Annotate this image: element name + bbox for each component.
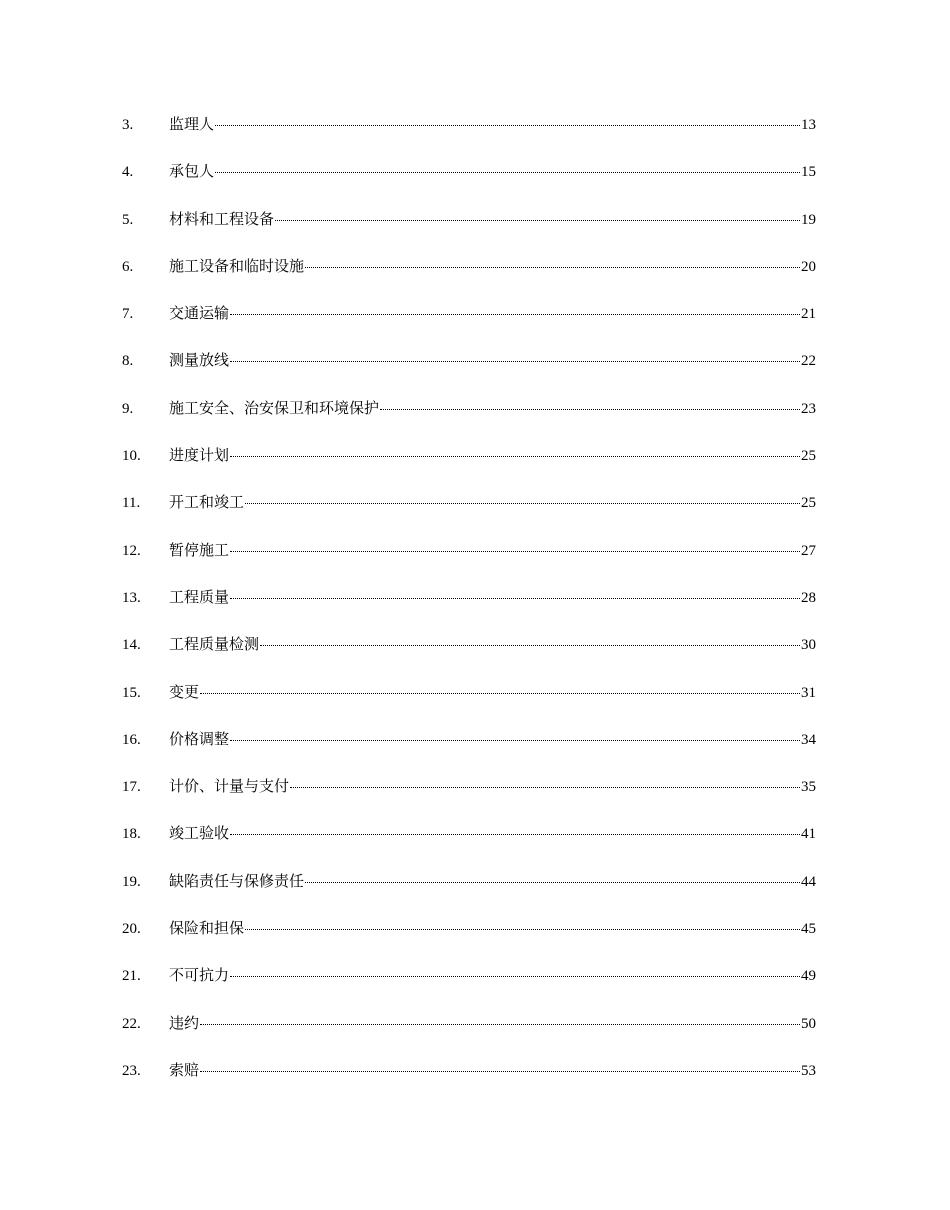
toc-entry-page: 25 <box>801 448 816 465</box>
toc-entry-number: 13. <box>122 589 141 606</box>
toc-entry-title: 价格调整 <box>169 729 230 748</box>
toc-entry-number: 11. <box>122 495 141 512</box>
toc-entry-6[interactable] <box>122 255 816 302</box>
toc-entry-page: 28 <box>801 589 816 606</box>
toc-entry-10[interactable] <box>122 444 816 491</box>
table-of-contents <box>122 113 816 1106</box>
toc-entry-page: 13 <box>801 117 816 133</box>
toc-entry-title: 竣工验收 <box>169 824 230 843</box>
toc-entry-number: 23. <box>122 1062 141 1079</box>
toc-dot-leader <box>230 551 800 552</box>
toc-dot-leader <box>230 598 800 599</box>
toc-entry-number: 12. <box>122 542 141 559</box>
toc-entry-3[interactable] <box>122 113 816 160</box>
toc-entry-page: 41 <box>801 826 816 843</box>
toc-entry-title: 工程质量检测 <box>169 635 260 654</box>
toc-entry-title: 变更 <box>169 682 200 701</box>
toc-entry-title: 工程质量 <box>169 587 230 606</box>
toc-entry-number: 21. <box>122 968 141 985</box>
toc-entry-page: 20 <box>801 258 816 275</box>
toc-entry-number: 15. <box>122 684 141 701</box>
toc-entry-title: 施工安全、治安保卫和环境保护 <box>169 398 380 417</box>
toc-entry-number: 18. <box>122 826 141 843</box>
toc-dot-leader <box>245 929 800 930</box>
toc-entry-title: 承包人 <box>169 162 215 181</box>
toc-entry-22[interactable] <box>122 1012 816 1059</box>
toc-entry-title: 违约 <box>169 1013 200 1032</box>
toc-entry-title: 暂停施工 <box>169 540 230 559</box>
toc-entry-page: 30 <box>801 637 816 654</box>
toc-entry-title: 施工设备和临时设施 <box>169 256 305 275</box>
toc-entry-page: 31 <box>801 684 816 701</box>
toc-entry-title: 缺陷责任与保修责任 <box>169 871 305 890</box>
toc-dot-leader <box>245 503 800 504</box>
toc-entry-title: 材料和工程设备 <box>169 209 275 228</box>
toc-entry-page: 21 <box>801 306 816 323</box>
toc-dot-leader <box>380 409 800 410</box>
toc-entry-page: 50 <box>801 1015 816 1032</box>
toc-dot-leader <box>305 267 800 268</box>
toc-dot-leader <box>200 693 800 694</box>
toc-entry-page: 49 <box>801 968 816 985</box>
toc-entry-13[interactable] <box>122 586 816 633</box>
toc-dot-leader <box>230 834 800 835</box>
toc-dot-leader <box>215 172 800 173</box>
toc-dot-leader <box>230 314 800 315</box>
toc-entry-number: 16. <box>122 731 141 748</box>
toc-dot-leader <box>275 220 800 221</box>
toc-entry-17[interactable] <box>122 775 816 822</box>
toc-dot-leader <box>215 125 800 126</box>
toc-entry-title: 保险和担保 <box>169 919 245 938</box>
toc-entry-12[interactable] <box>122 539 816 586</box>
toc-entry-title: 计价、计量与支付 <box>169 777 290 796</box>
toc-entry-page: 19 <box>801 211 816 228</box>
toc-dot-leader <box>230 456 800 457</box>
toc-entry-title: 监理人 <box>169 115 215 133</box>
toc-entry-14[interactable] <box>122 633 816 680</box>
toc-entry-number: 3. <box>122 117 134 133</box>
toc-entry-23[interactable] <box>122 1059 816 1106</box>
toc-entry-number: 7. <box>122 306 134 323</box>
toc-dot-leader <box>260 645 800 646</box>
toc-entry-page: 35 <box>801 779 816 796</box>
toc-entry-number: 20. <box>122 921 141 938</box>
toc-entry-number: 6. <box>122 258 134 275</box>
toc-entry-number: 22. <box>122 1015 141 1032</box>
toc-entry-number: 10. <box>122 448 141 465</box>
toc-entry-number: 5. <box>122 211 134 228</box>
toc-dot-leader <box>230 740 800 741</box>
toc-dot-leader <box>305 882 800 883</box>
toc-dot-leader <box>290 787 800 788</box>
toc-entry-page: 53 <box>801 1062 816 1079</box>
toc-entry-title: 测量放线 <box>169 351 230 370</box>
toc-entry-number: 9. <box>122 400 134 417</box>
toc-dot-leader <box>230 976 800 977</box>
toc-entry-page: 34 <box>801 731 816 748</box>
toc-entry-title: 交通运输 <box>169 304 230 323</box>
toc-dot-leader <box>230 361 800 362</box>
toc-entry-9[interactable] <box>122 397 816 444</box>
toc-entry-number: 14. <box>122 637 141 654</box>
toc-entry-5[interactable] <box>122 208 816 255</box>
toc-entry-title: 开工和竣工 <box>169 493 245 512</box>
toc-entry-page: 44 <box>801 873 816 890</box>
toc-dot-leader <box>200 1024 800 1025</box>
toc-entry-page: 25 <box>801 495 816 512</box>
toc-dot-leader <box>200 1071 800 1072</box>
toc-entry-18[interactable] <box>122 822 816 869</box>
toc-entry-title: 进度计划 <box>169 446 230 465</box>
toc-entry-19[interactable] <box>122 870 816 917</box>
toc-entry-20[interactable] <box>122 917 816 964</box>
toc-entry-11[interactable] <box>122 491 816 538</box>
toc-entry-8[interactable] <box>122 349 816 396</box>
toc-entry-page: 27 <box>801 542 816 559</box>
toc-entry-page: 45 <box>801 921 816 938</box>
toc-entry-7[interactable] <box>122 302 816 349</box>
toc-entry-number: 19. <box>122 873 141 890</box>
toc-entry-4[interactable] <box>122 160 816 207</box>
toc-entry-title: 索赔 <box>169 1060 200 1079</box>
toc-entry-number: 8. <box>122 353 134 370</box>
toc-entry-21[interactable] <box>122 964 816 1011</box>
toc-entry-16[interactable] <box>122 728 816 775</box>
toc-entry-number: 17. <box>122 779 141 796</box>
toc-entry-number: 4. <box>122 164 134 181</box>
toc-entry-title: 不可抗力 <box>169 966 230 985</box>
toc-entry-15[interactable] <box>122 681 816 728</box>
toc-entry-page: 22 <box>801 353 816 370</box>
toc-entry-page: 15 <box>801 164 816 181</box>
toc-entry-page: 23 <box>801 400 816 417</box>
